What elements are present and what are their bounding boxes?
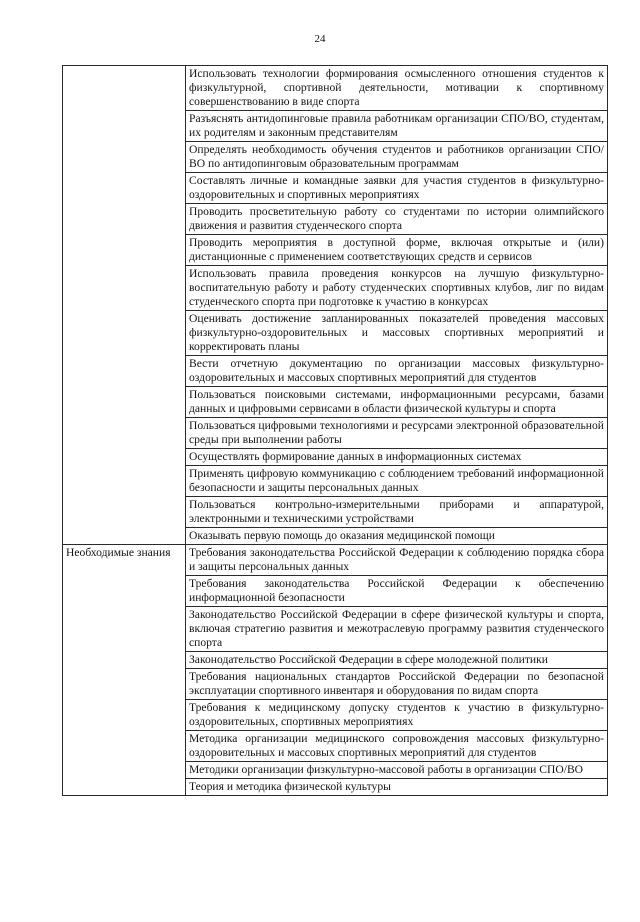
requirement-cell: Законодательство Российской Федерации в сфере молодежной политики [186, 652, 608, 669]
requirement-cell: Оценивать достижение запланированных показателей проведения массовых физкультурно-оздоровительных и массовых спортивных мероприятий и корректировать планы [186, 311, 608, 356]
page-number: 24 [314, 33, 326, 45]
requirement-cell: Определять необходимость обучения студентов и работников организации СПО/ВО по антидопинговым образовательным программам [186, 142, 608, 173]
requirement-cell: Методики организации физкультурно-массовой работы в организации СПО/ВО [186, 762, 608, 779]
requirement-cell: Вести отчетную документацию по организации массовых физкультурно-оздоровительных и массовых спортивных мероприятий для студентов [186, 356, 608, 387]
requirement-cell: Использовать технологии формирования осмысленного отношения студентов к физкультурной, спортивной деятельности, мотивации к спортивному совершенствованию в виде спорта [186, 66, 608, 111]
requirement-cell: Использовать правила проведения конкурсов на лучшую физкультурно-воспитательную работу и работу студенческих спортивных клубов, лиг по видам студенческого спорта при подготовке к участию в конкурсах [186, 266, 608, 311]
competency-table [62, 65, 608, 796]
section-label [63, 66, 186, 545]
section-label: Необходимые знания [63, 545, 186, 796]
requirement-cell: Требования к медицинскому допуску студентов к участию в физкультурно-оздоровительных, спортивных мероприятиях [186, 700, 608, 731]
requirement-cell: Пользоваться контрольно-измерительными приборами и аппаратурой, электронными и техническими устройствами [186, 497, 608, 528]
requirement-cell: Методика организации медицинского сопровождения массовых физкультурно-оздоровительных и массовых спортивных мероприятий для студентов [186, 731, 608, 762]
requirement-cell: Применять цифровую коммуникацию с соблюдением требований информационной безопасности и защиты персональных данных [186, 466, 608, 497]
requirement-cell: Разъяснять антидопинговые правила работникам организации СПО/ВО, студентам, их родителям и законным представителям [186, 111, 608, 142]
requirement-cell: Осуществлять формирование данных в информационных системах [186, 449, 608, 466]
requirement-cell: Пользоваться цифровыми технологиями и ресурсами электронной образовательной среды при выполнении работы [186, 418, 608, 449]
table-row [63, 66, 608, 111]
requirement-cell: Требования законодательства Российской Федерации к обеспечению информационной безопасности [186, 576, 608, 607]
requirement-cell: Проводить просветительную работу со студентами по истории олимпийского движения и развития студенческого спорта [186, 204, 608, 235]
requirement-cell: Законодательство Российской Федерации в сфере физической культуры и спорта, включая стратегию развития и межотраслевую программу развития студенческого спорта [186, 607, 608, 652]
requirement-cell: Пользоваться поисковыми системами, информационными ресурсами, базами данных и цифровыми сервисами в области физической культуры и спорта [186, 387, 608, 418]
requirement-cell: Теория и методика физической культуры [186, 779, 608, 796]
table-row [63, 545, 608, 576]
requirement-cell: Требования законодательства Российской Федерации к соблюдению порядка сбора и защиты персональных данных [186, 545, 608, 576]
requirement-cell: Составлять личные и командные заявки для участия студентов в физкультурно-оздоровительных и спортивных мероприятиях [186, 173, 608, 204]
requirement-cell: Требования национальных стандартов Российской Федерации по безопасной эксплуатации спортивного инвентаря и оборудования по видам спорта [186, 669, 608, 700]
requirement-cell: Проводить мероприятия в доступной форме, включая открытые и (или) дистанционные с применением соответствующих средств и сервисов [186, 235, 608, 266]
requirement-cell: Оказывать первую помощь до оказания медицинской помощи [186, 528, 608, 545]
